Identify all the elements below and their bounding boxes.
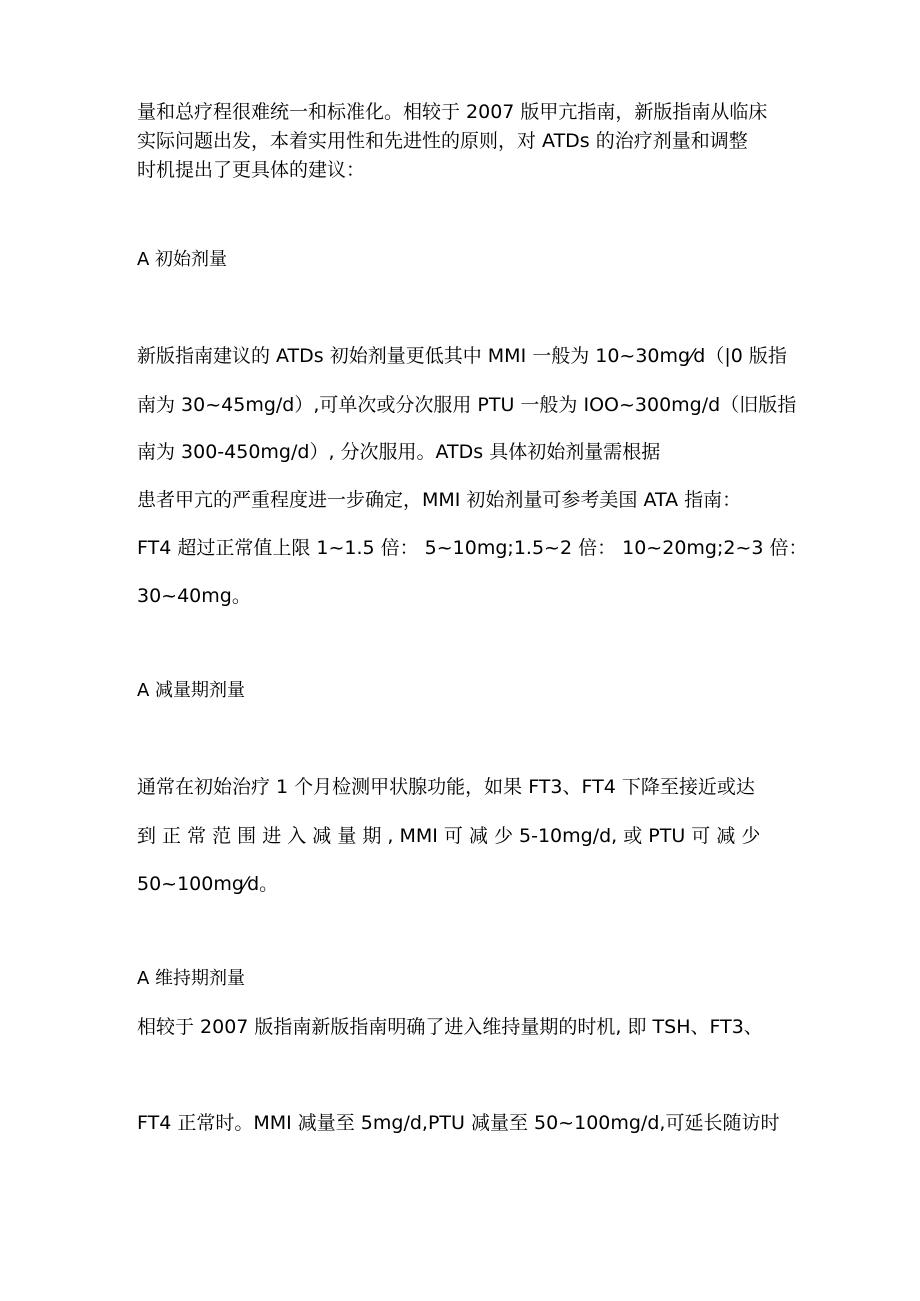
section-c-line-1: 相较于 2007 版指南新版指南明确了进入维持量期的时机, 即 TSH、FT3、 xyxy=(137,1016,763,1038)
section-a-line-3: 南为 300-450mg/d）, 分次服用。ATDs 具体初始剂量需根据 xyxy=(137,441,661,463)
section-a-line-6: 30~40mg。 xyxy=(137,585,251,607)
section-b-line-3: 50~100mg⁄d。 xyxy=(137,873,279,895)
section-b-line-1: 通常在初始治疗 1 个月检测甲状腺功能，如果 FT3、FT4 下降至接近或达 xyxy=(137,776,755,798)
section-heading-maintenance-dose: A 维持期剂量 xyxy=(137,968,246,989)
intro-line-2: 实际问题出发，本着实用性和先进性的原则，对 ATDs 的治疗剂量和调整 xyxy=(137,130,748,152)
section-a-line-1: 新版指南建议的 ATDs 初始剂量更低其中 MMI 一般为 10~30mg⁄d（|0 版指 xyxy=(137,345,787,367)
section-heading-initial-dose: A 初始剂量 xyxy=(137,249,228,270)
section-a-line-5: FT4 超过正常值上限 1~1.5 倍： 5~10mg;1.5~2 倍： 10~20mg;2~3 倍： xyxy=(137,537,808,559)
section-c-line-2: FT4 正常时。MMI 减量至 5mg/d,PTU 减量至 50~100mg/d,可延长随访时 xyxy=(137,1112,780,1134)
section-heading-reduction-dose: A 减量期剂量 xyxy=(137,680,246,701)
section-a-line-4: 患者甲亢的严重程度进一步确定，MMI 初始剂量可参考美国 ATA 指南： xyxy=(137,489,742,511)
section-a-line-2: 南为 30~45mg/d）,可单次或分次服用 PTU 一般为 IOO~300mg/d（旧版指 xyxy=(137,394,797,416)
intro-line-1: 量和总疗程很难统一和标准化。相较于 2007 版甲亢指南，新版指南从临床 xyxy=(137,101,768,123)
section-b-line-2: 到 正 常 范 围 进 入 减 量 期 , MMI 可 减 少 5-10mg/d, 或 PTU 可 减 少 xyxy=(137,825,761,847)
intro-line-3: 时机提出了更具体的建议： xyxy=(137,159,366,181)
